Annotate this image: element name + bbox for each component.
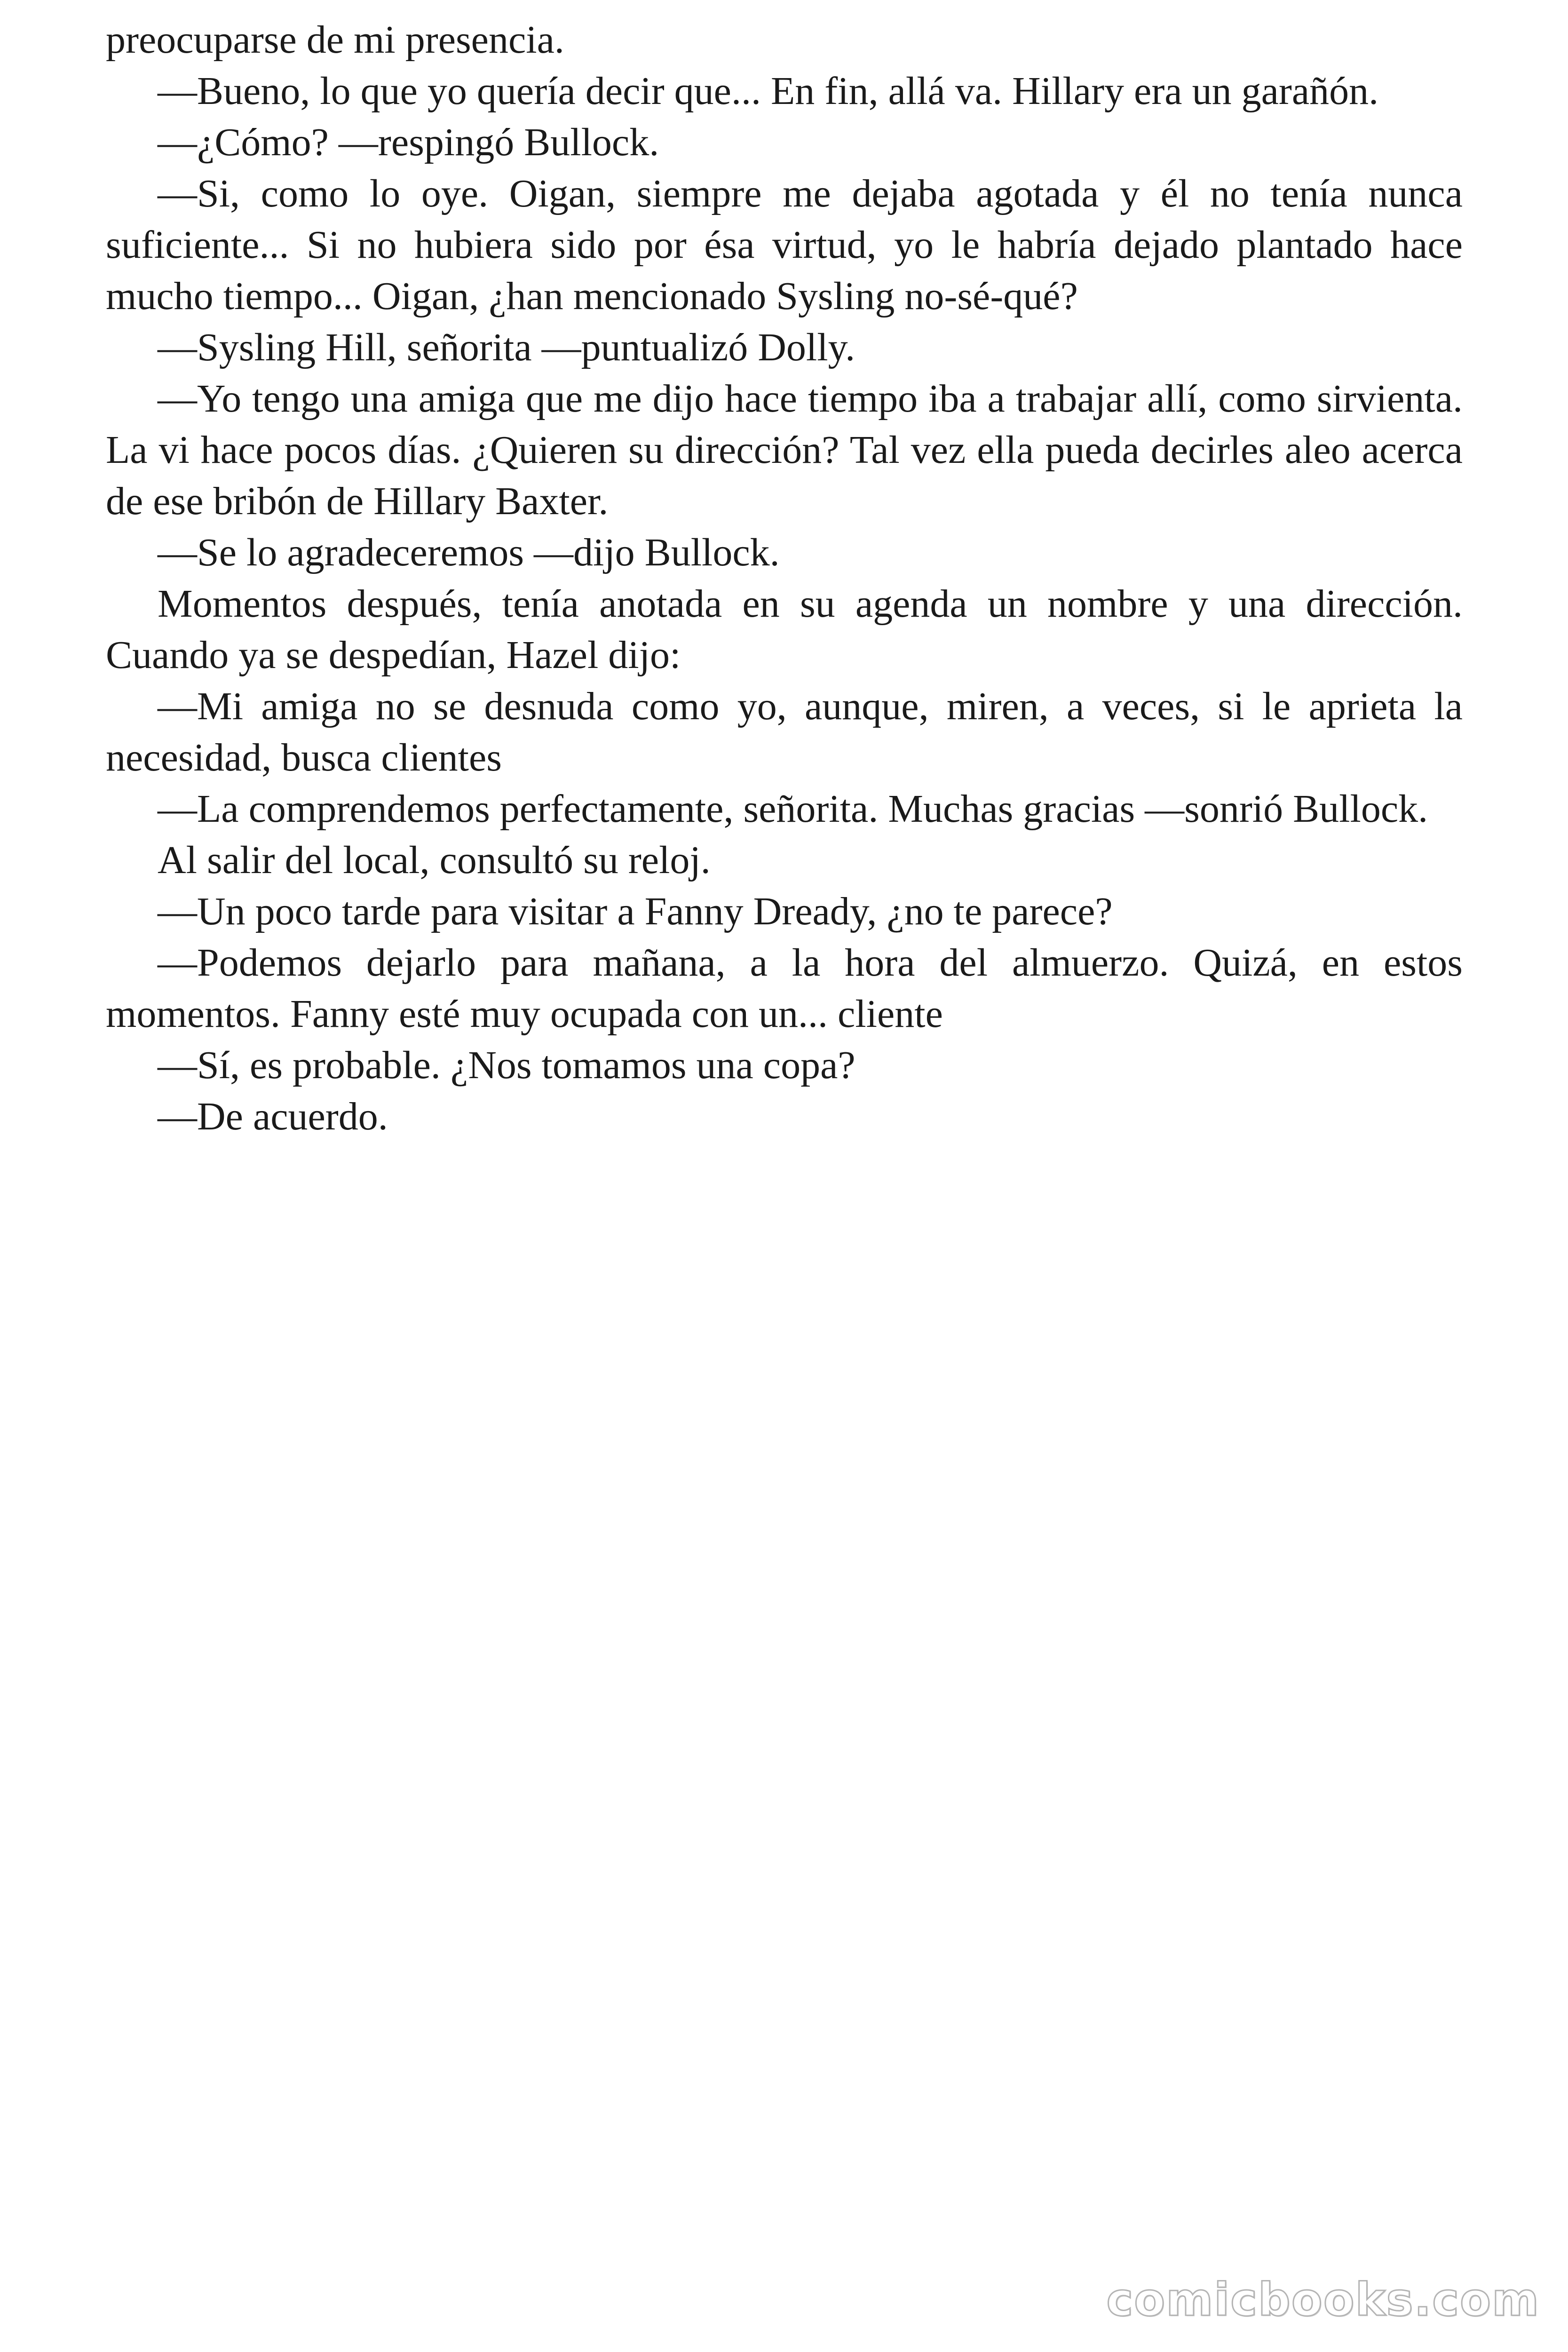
paragraph: —La comprendemos perfectamente, señorita. Muchas gracias —sonrió Bullock. (158, 787, 1428, 831)
paragraph: —Bueno, lo que yo quería decir que... En fin, allá va. Hillary era un garañón. (158, 69, 1379, 113)
paragraph: —Sí, es probable. ¿Nos tomamos una copa? (158, 1043, 855, 1087)
site-watermark: comicbooks.com (1106, 2273, 1540, 2326)
body-text (106, 14, 1463, 1142)
paragraph: —Yo tengo una amiga que me dijo hace tiempo iba a trabajar allí, como sirvienta. La vi hace pocos días. ¿Quieren su dirección? Tal vez ella pueda decirles aleo acerca de ese bribón de Hillary Baxter. (106, 377, 1463, 523)
paragraph: Momentos después, tenía anotada en su agenda un nombre y una dirección. Cuando ya se despedían, Hazel dijo: (106, 582, 1463, 677)
paragraph: —¿Cómo? —respingó Bullock. (158, 120, 659, 164)
paragraph: preocuparse de mi presencia. (106, 18, 564, 62)
paragraph: Al salir del local, consultó su reloj. (158, 838, 711, 882)
paragraph: —Un poco tarde para visitar a Fanny Dready, ¿no te parece? (158, 890, 1113, 933)
paragraph: —De acuerdo. (158, 1095, 388, 1138)
paragraph: —Si, como lo oye. Oigan, siempre me dejaba agotada y él no tenía nunca suficiente... Si no hubiera sido por ésa virtud, yo le habría dejado plantado hace mucho tiempo... Oigan, ¿han mencionado Sysling no-sé-qué? (106, 172, 1463, 318)
paragraph: —Mi amiga no se desnuda como yo, aunque, miren, a veces, si le aprieta la necesidad, busca clientes (106, 684, 1463, 779)
paragraph: —Se lo agradeceremos —dijo Bullock. (158, 531, 780, 574)
paragraph: —Podemos dejarlo para mañana, a la hora del almuerzo. Quizá, en estos momentos. Fanny esté muy ocupada con un... cliente (106, 941, 1463, 1036)
paragraph: —Sysling Hill, señorita —puntualizó Dolly. (158, 326, 855, 369)
